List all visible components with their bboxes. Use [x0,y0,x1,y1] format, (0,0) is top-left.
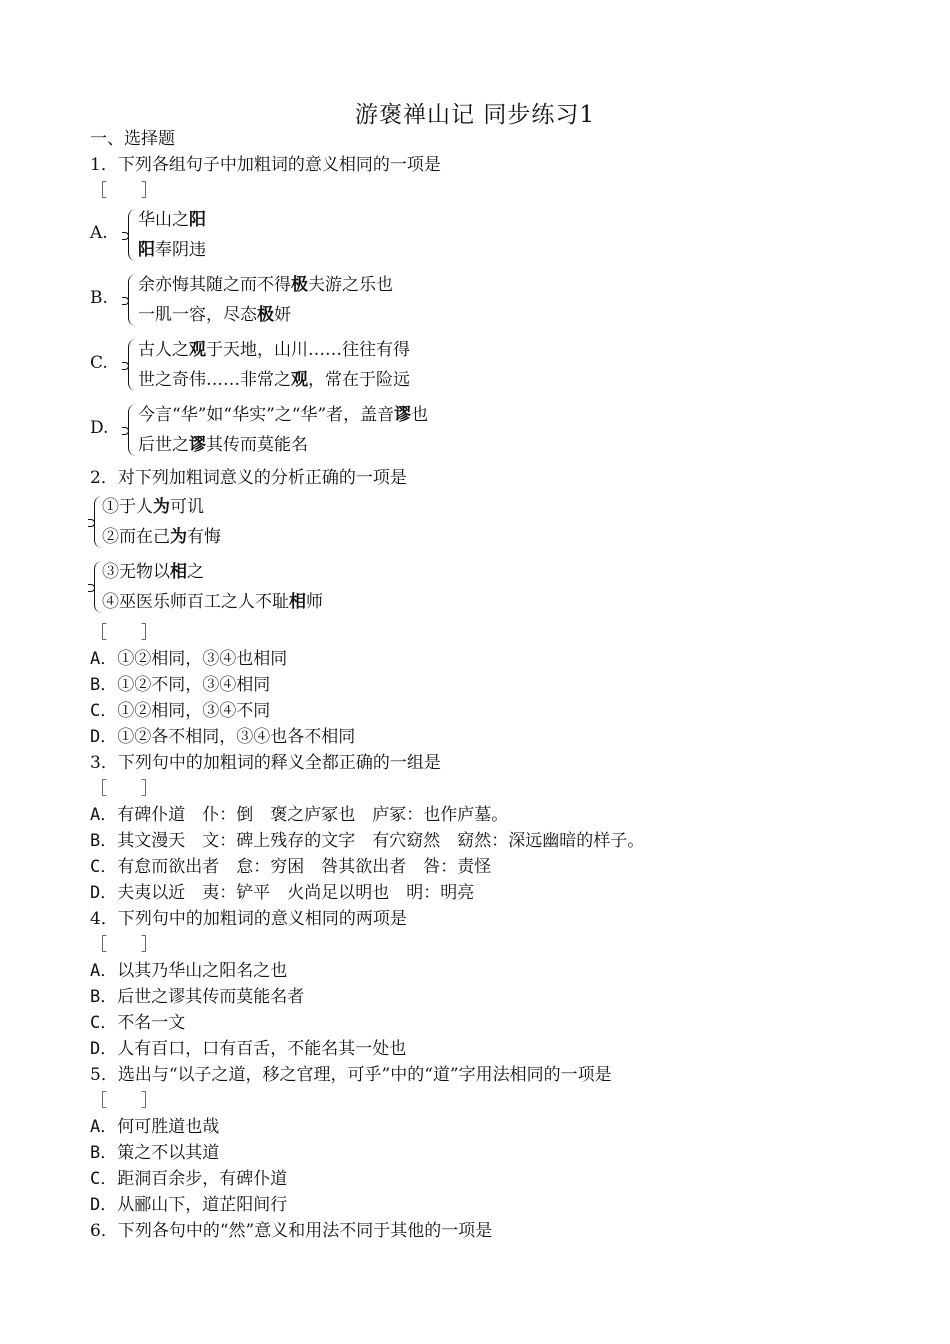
brace-icon [128,339,137,391]
question-1-answer-bracket: ［ ］ [90,181,158,201]
question-3-option-d[interactable]: D．夫夷以近 夷：铲平 火尚足以明也 明：明亮 [90,883,475,903]
question-5-option-a[interactable]: A．何可胜道也哉 [90,1117,220,1137]
question-4-answer-bracket: ［ ］ [90,935,158,955]
question-3-stem: 3．下列句中的加粗词的释义全都正确的一组是 [90,753,441,773]
question-1-stem: 1．下列各组句子中加粗词的意义相同的一项是 [90,155,441,175]
pair-sentence-2: ②而在己为有悔 [102,527,221,547]
option-sentence-1: 华山之阳 [138,210,206,230]
brace-icon [128,274,137,326]
option-sentence-1: 古人之观于天地，山川……往往有得 [138,340,410,360]
question-5-answer-bracket: ［ ］ [90,1091,158,1111]
question-2-option-a[interactable]: A．①②相同，③④也相同 [90,649,288,669]
question-5-option-c[interactable]: C．距洞百余步，有碑仆道 [90,1169,288,1189]
option-sentence-2: 后世之谬其传而莫能名 [138,435,308,455]
brace-icon [128,404,137,456]
question-2-option-c[interactable]: C．①②相同，③④不同 [90,701,271,721]
question-4-option-a[interactable]: A．以其乃华山之阳名之也 [90,961,288,981]
question-3-option-c[interactable]: C．有怠而欲出者 怠：穷困 咎其欲出者 咎：责怪 [90,857,492,877]
option-letter: C. [90,353,108,373]
option-sentence-1: 余亦悔其随之而不得极夫游之乐也 [138,275,393,295]
option-letter: A. [90,223,108,243]
question-3-option-b[interactable]: B．其文漫天 文：碑上残存的文字 有穴窈然 窈然：深远幽暗的样子。 [90,831,645,851]
question-3-answer-bracket: ［ ］ [90,779,158,799]
question-4-option-c[interactable]: C．不名一文 [90,1013,186,1033]
pair-sentence-1: ①于人为可讥 [102,497,204,517]
option-letter: D. [90,418,109,438]
question-4-stem: 4．下列句中的加粗词的意义相同的两项是 [90,909,407,929]
question-2-option-d[interactable]: D．①②各不相同，③④也各不相同 [90,727,356,747]
question-3-option-a[interactable]: A．有碑仆道 仆：倒 褒之庐冢也 庐冢：也作庐墓。 [90,805,509,825]
option-sentence-2: 一肌一容，尽态极妍 [138,305,291,325]
pair-sentence-1: ③无物以相之 [102,562,204,582]
question-2-answer-bracket: ［ ］ [90,623,158,643]
question-5-stem: 5．选出与“以子之道，移之官理，可乎”中的“道”字用法相同的一项是 [90,1065,612,1085]
option-sentence-2: 阳奉阴违 [138,240,206,260]
question-2-option-b[interactable]: B．①②不同，③④相同 [90,675,271,695]
question-4-option-d[interactable]: D．人有百口，口有百舌，不能名其一处也 [90,1039,407,1059]
option-letter: B. [90,288,108,308]
question-5-option-b[interactable]: B．策之不以其道 [90,1143,220,1163]
question-2-stem: 2．对下列加粗词意义的分析正确的一项是 [90,468,407,488]
pair-sentence-2: ④巫医乐师百工之人不耻相师 [102,592,323,612]
brace-icon [128,209,137,261]
question-4-option-b[interactable]: B．后世之谬其传而莫能名者 [90,987,305,1007]
option-sentence-2: 世之奇伟……非常之观，常在于险远 [138,370,410,390]
question-6-stem: 6．下列各句中的“然”意义和用法不同于其他的一项是 [90,1221,493,1241]
option-sentence-1: 今言“华”如“华实”之“华”者，盖音谬也 [138,405,429,425]
page-title: 游褒禅山记 同步练习1 [355,102,595,128]
question-5-option-d[interactable]: D．从郦山下，道芷阳间行 [90,1195,288,1215]
section-heading: 一、选择题 [90,129,175,149]
